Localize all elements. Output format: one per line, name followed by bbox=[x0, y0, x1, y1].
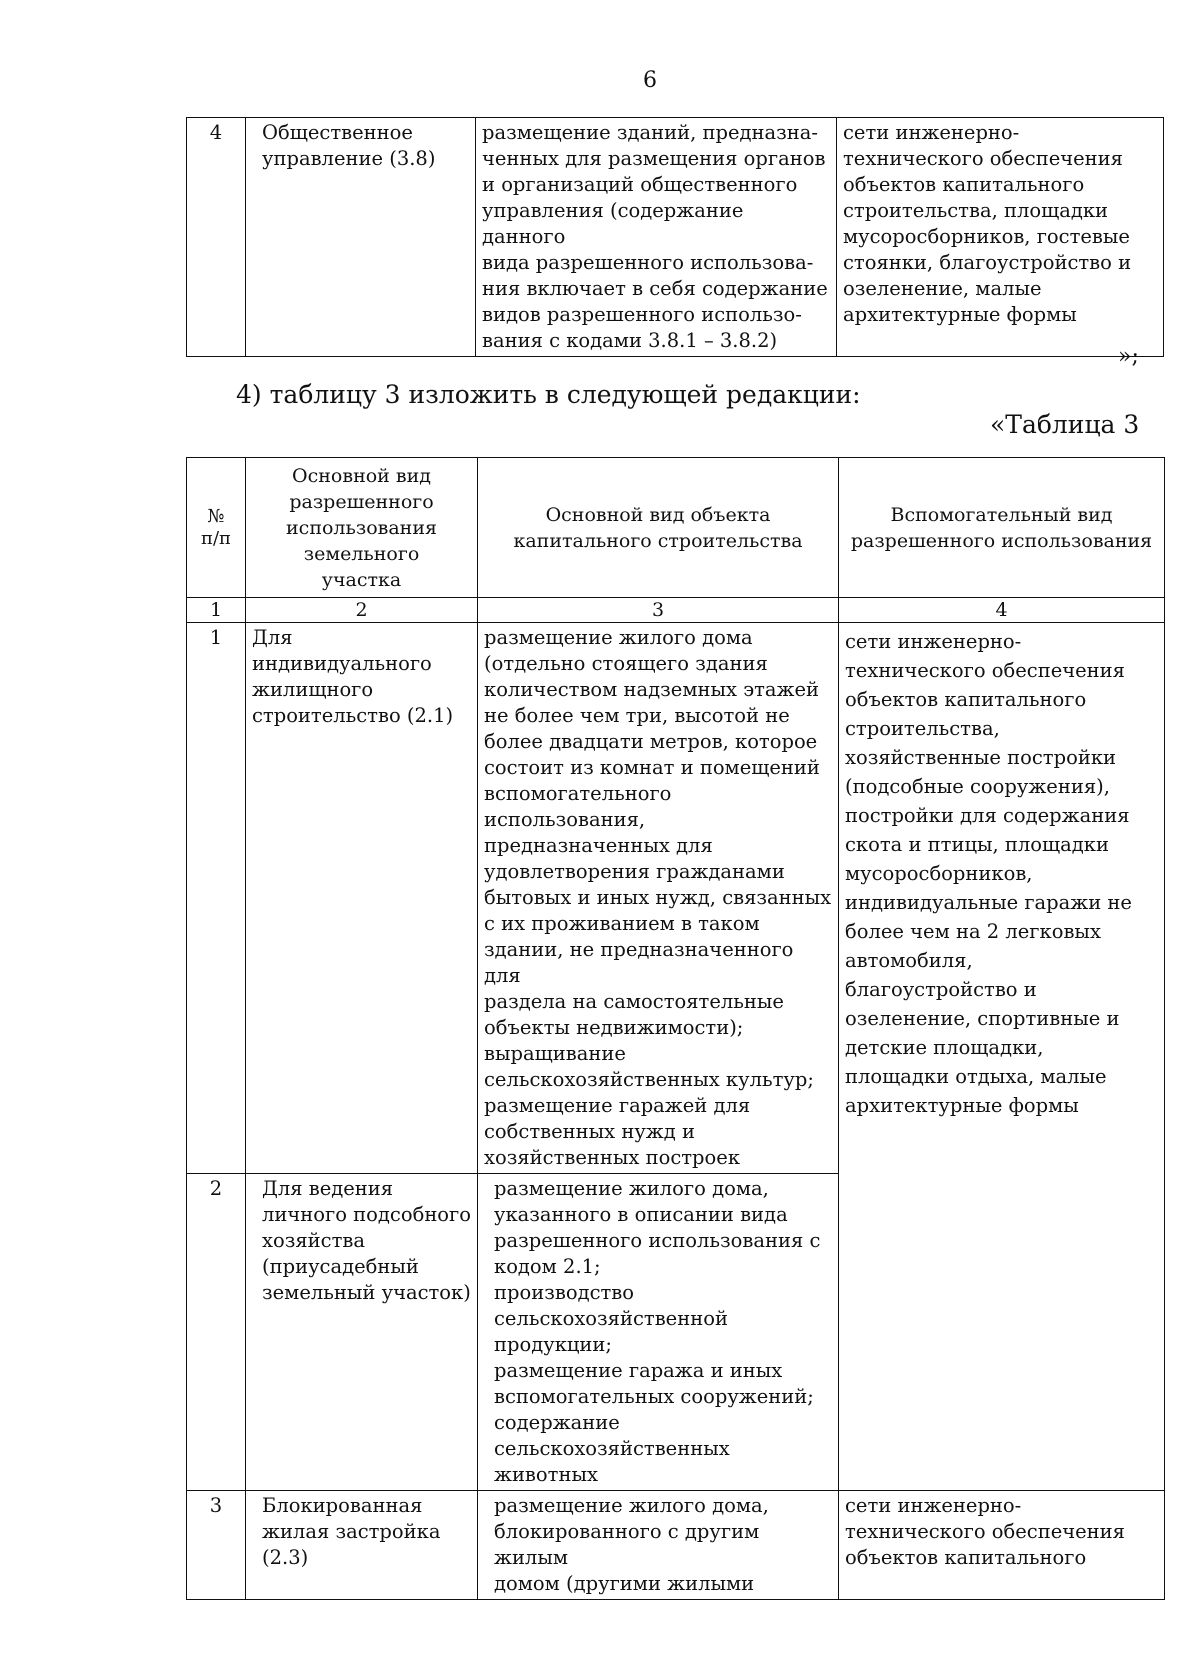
header-auxiliary-use: Вспомогательный вид разрешенного использования bbox=[839, 458, 1165, 598]
previous-table-continuation bbox=[186, 117, 1164, 357]
column-number: 1 bbox=[187, 598, 246, 623]
row-number: 3 bbox=[187, 1491, 246, 1600]
use-type-cell: Блокированная жилая застройка (2.3) bbox=[246, 1491, 478, 1600]
page-number: 6 bbox=[643, 68, 657, 93]
object-type-cell: размещение жилого дома, блокированного с другим жилым домом (другими жилыми bbox=[478, 1491, 839, 1600]
header-number: № п/п bbox=[187, 458, 246, 598]
table-row bbox=[187, 1491, 1165, 1600]
closing-quote: »; bbox=[1118, 344, 1139, 369]
row-number: 2 bbox=[187, 1174, 246, 1491]
column-number: 2 bbox=[246, 598, 478, 623]
auxiliary-use-cell: сети инженерно- технического обеспечения объектов капитального строительства, площадки мусоросборников, гостевые стоянки, благоустройство и озеленение, малые архитектурные формы bbox=[837, 118, 1164, 357]
object-type-cell: размещение жилого дома, указанного в описании вида разрешенного использования с кодом 2.1; производство сельскохозяйственной продукции; размещение гаража и иных вспомогательных сооружений; содержание сельскохозяйственных животных bbox=[478, 1174, 839, 1491]
auxiliary-use-cell: сети инженерно- технического обеспечения объектов капитального строительства, хозяйственные постройки (подсобные сооружения), постройки для содержания скота и птицы, площадки мусоросборников, индивидуальные гаражи не более чем на 2 легковых автомобиля, благоустройство и озеленение, спортивные и детские площадки, площадки отдыха, малые архитектурные формы bbox=[839, 623, 1165, 1491]
row-number: 1 bbox=[187, 623, 246, 1174]
object-type-cell: размещение жилого дома (отдельно стоящего здания количеством надземных этажей не более чем три, высотой не более двадцати метров, которое состоит из комнат и помещений вспомогательного использования, предназначенных для удовлетворения гражданами бытовых и иных нужд, связанных с их проживанием в таком здании, не предназначенного для раздела на самостоятельные объекты недвижимости); выращивание сельскохозяйственных культур; размещение гаражей для собственных нужд и хозяйственных построек bbox=[478, 623, 839, 1174]
table-caption: «Таблица 3 bbox=[990, 410, 1140, 439]
amendment-instruction: 4) таблицу 3 изложить в следующей редакции: bbox=[236, 380, 861, 409]
auxiliary-use-cell: сети инженерно- технического обеспечения объектов капитального bbox=[839, 1491, 1165, 1600]
use-type-cell: Для ведения личного подсобного хозяйства (приусадебный земельный участок) bbox=[246, 1174, 478, 1491]
column-number-row bbox=[187, 598, 1165, 623]
use-type-cell: Общественное управление (3.8) bbox=[246, 118, 476, 357]
column-number: 4 bbox=[839, 598, 1165, 623]
header-object-type: Основной вид объекта капитального строительства bbox=[478, 458, 839, 598]
row-number: 4 bbox=[187, 118, 246, 357]
table-header-row bbox=[187, 458, 1165, 598]
object-type-cell: размещение зданий, предназна- ченных для размещения органов и организаций общественного управления (содержание данного вида разрешенного использова- ния включает в себя содержание видов разрешенного использо- вания с кодами 3.8.1 – 3.8.2) bbox=[476, 118, 837, 357]
table-row bbox=[187, 623, 1165, 1174]
table-3 bbox=[186, 457, 1165, 1600]
header-use-type: Основной вид разрешенного использования земельного участка bbox=[246, 458, 478, 598]
table-row bbox=[187, 118, 1164, 357]
use-type-cell: Для индивидуального жилищного строительство (2.1) bbox=[246, 623, 478, 1174]
column-number: 3 bbox=[478, 598, 839, 623]
